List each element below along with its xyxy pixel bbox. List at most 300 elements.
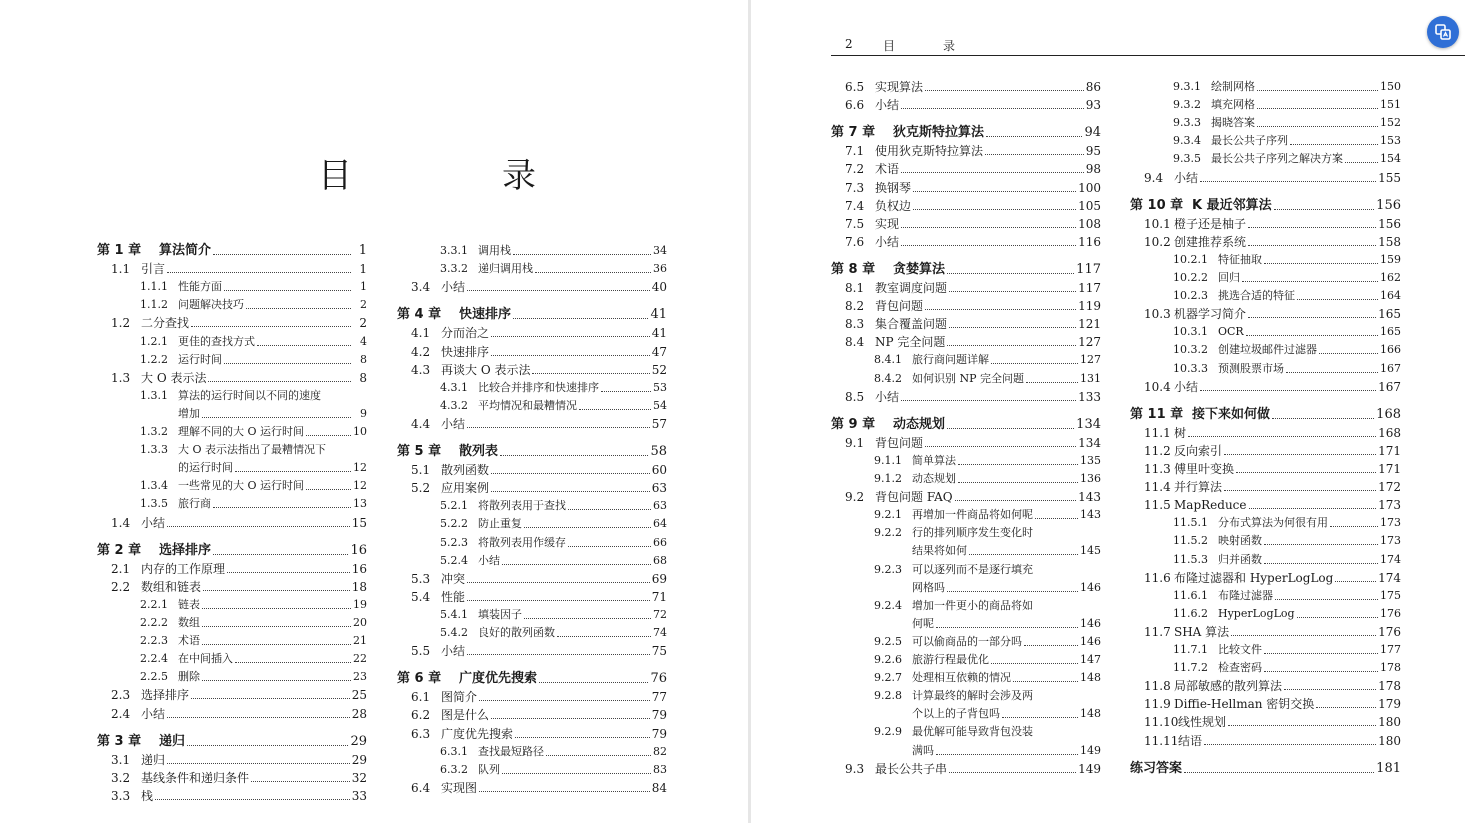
toc-entry[interactable] <box>397 759 667 777</box>
toc-page-number: 2 <box>360 298 367 312</box>
toc-entry[interactable] <box>831 432 1101 450</box>
toc-entry-number: 第 4 章 <box>397 307 442 323</box>
toc-leader-dots <box>491 336 650 337</box>
toc-page-number: 8 <box>360 352 367 366</box>
toc-entry-title: 实现算法 <box>875 80 924 94</box>
toc-entry[interactable] <box>97 684 367 702</box>
toc-chapter[interactable] <box>397 441 667 459</box>
toc-leader-dots <box>936 754 1078 755</box>
toc-entry[interactable] <box>397 395 667 413</box>
toc-leader-dots <box>502 773 651 774</box>
toc-entry-number: 9.3.5 <box>1173 152 1201 166</box>
toc-entry[interactable] <box>97 367 367 385</box>
toc-page-number: 171 <box>1378 443 1401 458</box>
toc-entry[interactable] <box>831 468 1101 486</box>
toc-entry-title: 链表 <box>178 597 200 611</box>
toc-entry[interactable] <box>1130 567 1401 585</box>
toc-leader-dots <box>524 618 651 619</box>
toc-entry[interactable] <box>831 231 1101 249</box>
toc-entry[interactable] <box>1130 549 1401 567</box>
toc-entry[interactable] <box>831 649 1101 667</box>
toc-entry[interactable] <box>831 94 1101 112</box>
toc-entry[interactable] <box>831 703 1101 721</box>
toc-entry-number: 6.4 <box>411 780 431 795</box>
toc-page-number: 15 <box>351 515 367 530</box>
toc-entry[interactable] <box>97 457 367 475</box>
toc-entry[interactable] <box>397 532 667 550</box>
toc-entry-title: OCR <box>1218 325 1244 339</box>
toc-leader-dots <box>167 526 350 527</box>
toc-entry[interactable] <box>97 294 367 312</box>
toc-leader-dots <box>167 717 350 718</box>
toc-leader-dots <box>1248 245 1376 246</box>
toc-page-number: 127 <box>1080 353 1101 367</box>
toc-chapter[interactable] <box>97 540 367 558</box>
toc-leader-dots <box>479 791 650 792</box>
toc-page-number: 165 <box>1380 325 1401 339</box>
toc-entry[interactable] <box>831 331 1101 349</box>
toc-page-number: 165 <box>1378 307 1401 322</box>
toc-entry[interactable] <box>831 540 1101 558</box>
toc-leader-dots <box>1286 372 1378 373</box>
toc-entry-title: 栈 <box>141 788 154 803</box>
toc-page-number: 20 <box>353 616 367 629</box>
toc-entry[interactable] <box>1130 167 1401 185</box>
toc-entry-title: 行的排列顺序发生变化时 <box>912 526 1033 540</box>
toc-entry-title: 布隆过滤器和 HyperLogLog <box>1174 570 1334 585</box>
toc-page-number: 171 <box>1378 462 1401 476</box>
toc-entry-number: 3.4 <box>411 280 431 295</box>
toc-leader-dots <box>969 554 1078 555</box>
toc-entry[interactable] <box>397 459 667 477</box>
toc-chapter[interactable] <box>1130 195 1401 213</box>
toc-leader-dots <box>601 391 651 392</box>
toc-entry-number: 1.2.1 <box>140 334 168 348</box>
toc-page-number: 1 <box>358 243 367 258</box>
toc-entry-number: 10.3 <box>1144 307 1171 322</box>
toc-page-number: 149 <box>1078 761 1101 776</box>
toc-chapter[interactable] <box>1130 758 1401 776</box>
toc-entry-number: 第 5 章 <box>397 444 442 459</box>
toc-leader-dots <box>1024 645 1078 646</box>
toc-entry[interactable] <box>1130 285 1401 303</box>
toc-entry-title: 简单算法 <box>912 453 956 467</box>
toc-entry[interactable] <box>97 276 367 294</box>
toc-leader-dots <box>515 737 650 738</box>
toc-page-number: 9 <box>360 406 367 420</box>
toc-leader-dots <box>949 291 1076 292</box>
toc-entry[interactable] <box>97 630 367 648</box>
toc-leader-dots <box>947 591 1078 592</box>
toc-entry[interactable] <box>831 595 1101 613</box>
toc-entry-title: 将散列表用作缓存 <box>478 535 566 549</box>
toc-entry-title: 网格吗 <box>912 580 945 594</box>
toc-entry[interactable] <box>97 648 367 666</box>
toc-page-number: 64 <box>653 517 667 531</box>
toc-entry-number: 11.5.2 <box>1173 534 1208 548</box>
toc-page-number: 164 <box>1380 289 1401 303</box>
toc-entry-number: 6.6 <box>845 98 865 113</box>
toc-entry[interactable] <box>397 341 667 359</box>
toc-entry[interactable] <box>397 240 667 258</box>
toc-entry[interactable] <box>831 76 1101 94</box>
toc-entry[interactable] <box>1130 711 1401 729</box>
toc-entry[interactable] <box>97 558 367 576</box>
toc-entry[interactable] <box>1130 148 1401 166</box>
toc-entry[interactable] <box>831 386 1101 404</box>
toc-leader-dots <box>202 644 351 645</box>
toc-page-number: 146 <box>1080 634 1101 648</box>
toc-entry[interactable] <box>1130 303 1401 321</box>
toc-entry-title: 小结 <box>875 98 900 113</box>
toc-leader-dots <box>524 527 651 528</box>
toc-page-number: 23 <box>353 670 367 684</box>
toc-entry-title: 反向索引 <box>1174 443 1223 458</box>
toc-entry-title: 大 O 表示法 <box>141 370 207 385</box>
toc-entry-number: 9.2.3 <box>874 562 902 576</box>
toc-leader-dots <box>1246 335 1378 336</box>
toc-entry[interactable] <box>97 594 367 612</box>
toc-entry[interactable] <box>831 177 1101 195</box>
toc-entry[interactable] <box>831 295 1101 313</box>
toc-entry[interactable] <box>397 495 667 513</box>
toc-page-number: 117 <box>1076 261 1101 277</box>
toc-chapter[interactable] <box>397 668 667 686</box>
translate-button[interactable] <box>1427 16 1459 48</box>
toc-leader-dots <box>1264 671 1378 672</box>
toc-leader-dots <box>491 473 650 474</box>
toc-entry[interactable] <box>1130 440 1401 458</box>
toc-entry[interactable] <box>1130 512 1401 530</box>
toc-entry-number: 11.6 <box>1144 570 1171 585</box>
toc-entry[interactable] <box>97 612 367 630</box>
toc-entry[interactable] <box>831 450 1101 468</box>
toc-leader-dots <box>1257 108 1378 109</box>
toc-entry[interactable] <box>1130 321 1401 339</box>
toc-page-number: 95 <box>1085 144 1101 159</box>
toc-entry[interactable] <box>831 504 1101 522</box>
toc-entry[interactable] <box>1130 693 1401 711</box>
toc-leader-dots <box>227 572 350 573</box>
toc-leader-dots <box>467 582 650 583</box>
toc-chapter[interactable] <box>397 304 667 322</box>
toc-leader-dots <box>1275 599 1378 600</box>
toc-entry-number: 1.1 <box>111 262 131 277</box>
toc-leader-dots <box>535 272 651 273</box>
toc-page-number: 134 <box>1078 435 1101 450</box>
toc-entry-number: 11.9 <box>1144 697 1171 712</box>
toc-entry-title: 练习答案 <box>1130 760 1183 776</box>
toc-entry[interactable] <box>1130 130 1401 148</box>
toc-entry[interactable] <box>97 385 367 403</box>
toc-entry-title: 动态规划 <box>912 472 956 485</box>
toc-entry-number: 11.10 <box>1144 715 1179 730</box>
toc-entry[interactable] <box>97 439 367 457</box>
toc-entry[interactable] <box>1130 494 1401 512</box>
toc-entry-title: 实现图 <box>441 780 478 795</box>
toc-entry[interactable] <box>97 312 367 330</box>
toc-chapter[interactable] <box>831 414 1101 432</box>
toc-entry[interactable] <box>831 313 1101 331</box>
toc-entry[interactable] <box>397 359 667 377</box>
toc-entry[interactable] <box>1130 376 1401 394</box>
toc-entry-number: 5.1 <box>411 463 431 478</box>
toc-page-number: 28 <box>351 706 367 721</box>
toc-leader-dots <box>1248 227 1376 228</box>
toc-entry[interactable] <box>1130 675 1401 693</box>
toc-leader-dots <box>985 154 1084 155</box>
toc-entry[interactable] <box>97 331 367 349</box>
toc-entry[interactable] <box>831 140 1101 158</box>
toc-page-number: 119 <box>1078 299 1101 314</box>
toc-entry-number: 6.5 <box>845 80 865 94</box>
toc-page-number: 168 <box>1378 425 1401 440</box>
toc-leader-dots <box>155 799 350 800</box>
toc-page-number: 177 <box>1380 643 1401 656</box>
toc-entry-number: 10.2.2 <box>1173 271 1208 284</box>
toc-entry[interactable] <box>831 721 1101 739</box>
toc-entry-number: 1.3 <box>111 370 131 385</box>
toc-entry[interactable] <box>397 550 667 568</box>
toc-entry-title: 比较文件 <box>1218 643 1262 656</box>
toc-entry[interactable] <box>97 493 367 511</box>
toc-leader-dots <box>202 680 351 681</box>
toc-entry[interactable] <box>397 777 667 795</box>
toc-entry[interactable] <box>97 703 367 721</box>
toc-entry[interactable] <box>97 666 367 684</box>
toc-entry[interactable] <box>831 740 1101 758</box>
toc-leader-dots <box>958 482 1078 483</box>
toc-entry[interactable] <box>97 403 367 421</box>
toc-entry-title: 调用栈 <box>478 244 511 257</box>
toc-entry[interactable] <box>1130 339 1401 357</box>
toc-entry-title: 分布式算法为何很有用 <box>1218 516 1328 530</box>
toc-entry-number: 1.1.2 <box>140 298 168 312</box>
toc-entry[interactable] <box>397 723 667 741</box>
toc-entry[interactable] <box>97 421 367 439</box>
toc-entry[interactable] <box>831 559 1101 577</box>
toc-page-number: 173 <box>1380 516 1401 530</box>
toc-entry-title: 最长公共子序列之解决方案 <box>1211 152 1343 166</box>
toc-entry-title: 递归 <box>141 752 166 767</box>
toc-entry[interactable] <box>1130 639 1401 657</box>
toc-entry[interactable] <box>831 213 1101 231</box>
toc-leader-dots <box>306 435 351 436</box>
toc-chapter[interactable] <box>97 240 367 258</box>
toc-leader-dots <box>213 554 348 555</box>
toc-entry[interactable] <box>831 277 1101 295</box>
toc-entry-title: 创建垃圾邮件过滤器 <box>1218 343 1317 357</box>
toc-leader-dots <box>257 345 351 346</box>
toc-entry-number: 9.2.9 <box>874 725 902 739</box>
toc-entry[interactable] <box>397 477 667 495</box>
toc-leader-dots <box>167 272 351 273</box>
toc-entry[interactable] <box>1130 476 1401 494</box>
toc-entry-number: 11.1 <box>1144 425 1171 440</box>
toc-entry[interactable] <box>831 486 1101 504</box>
toc-entry[interactable] <box>1130 603 1401 621</box>
toc-entry[interactable] <box>397 741 667 759</box>
toc-entry-number: 2.2.2 <box>140 616 168 629</box>
toc-entry[interactable] <box>397 276 667 294</box>
toc-entry-title: MapReduce <box>1174 498 1247 513</box>
toc-entry-title: 计算最终的解时会涉及两 <box>912 689 1033 703</box>
toc-entry[interactable] <box>1130 657 1401 675</box>
toc-entry[interactable] <box>831 158 1101 176</box>
toc-entry[interactable] <box>97 512 367 530</box>
toc-entry-number: 11.6.2 <box>1173 606 1208 620</box>
toc-entry-title: 数组和链表 <box>141 579 202 594</box>
toc-entry[interactable] <box>1130 249 1401 267</box>
toc-entry[interactable] <box>97 576 367 594</box>
toc-entry[interactable] <box>1130 585 1401 603</box>
toc-entry[interactable] <box>397 604 667 622</box>
toc-entry[interactable] <box>1130 231 1401 249</box>
toc-page-number: 159 <box>1380 252 1401 266</box>
toc-leader-dots <box>479 700 650 701</box>
toc-leader-dots <box>986 136 1082 137</box>
toc-page-number: 127 <box>1078 335 1101 350</box>
toc-entry-number: 9.2.8 <box>874 689 902 703</box>
toc-entry[interactable] <box>1130 621 1401 639</box>
toc-entry-title: 应用案例 <box>441 481 490 496</box>
toc-entry[interactable] <box>831 195 1101 213</box>
toc-entry[interactable] <box>1130 94 1401 112</box>
toc-entry[interactable] <box>831 631 1101 649</box>
toc-entry[interactable] <box>397 686 667 704</box>
toc-page-number: 16 <box>350 542 367 558</box>
toc-entry[interactable] <box>97 258 367 276</box>
toc-entry[interactable] <box>831 577 1101 595</box>
toc-entry[interactable] <box>97 767 367 785</box>
toc-page-number: 16 <box>351 561 367 576</box>
toc-leader-dots <box>1297 617 1378 618</box>
toc-entry[interactable] <box>397 704 667 722</box>
toc-entry[interactable] <box>397 568 667 586</box>
toc-entry[interactable] <box>831 613 1101 631</box>
toc-entry-number: 8.4 <box>845 335 865 350</box>
toc-entry[interactable] <box>397 413 667 431</box>
toc-entry-number: 7.5 <box>845 216 865 231</box>
toc-page-number: 180 <box>1378 715 1401 730</box>
toc-page-number: 53 <box>653 380 667 394</box>
toc-entry[interactable] <box>831 758 1101 776</box>
toc-entry-title: 一些常见的大 O 运行时间 <box>178 479 305 493</box>
toc-entry[interactable] <box>97 475 367 493</box>
toc-entry[interactable] <box>397 640 667 658</box>
toc-entry[interactable] <box>1130 422 1401 440</box>
toc-entry[interactable] <box>1130 112 1401 130</box>
toc-leader-dots <box>949 327 1076 328</box>
toc-leader-dots <box>1224 490 1376 491</box>
toc-leader-dots <box>958 464 1078 465</box>
toc-chapter[interactable] <box>97 731 367 749</box>
toc-entry-number: 8.4.1 <box>874 353 902 367</box>
toc-entry-title: 算法的运行时间以不同的速度 <box>178 388 321 402</box>
toc-entry-title: 填充网格 <box>1211 98 1255 112</box>
toc-entry[interactable] <box>397 513 667 531</box>
toc-chapter[interactable] <box>831 122 1101 140</box>
toc-entry[interactable] <box>97 349 367 367</box>
toc-entry-number: 6.3.2 <box>440 762 468 776</box>
toc-entry-number: 11.11 <box>1144 733 1179 748</box>
toc-entry-number: 11.7.2 <box>1173 661 1208 675</box>
toc-entry[interactable] <box>1130 267 1401 285</box>
toc-leader-dots <box>1242 281 1378 282</box>
toc-entry-title: 术语 <box>875 162 900 177</box>
toc-entry-number: 11.5 <box>1144 498 1171 513</box>
toc-entry-title: 防止重复 <box>478 517 522 531</box>
toc-entry[interactable] <box>1130 530 1401 548</box>
toc-leader-dots <box>213 507 351 508</box>
toc-entry-number: 11.2 <box>1144 443 1171 458</box>
toc-entry-number: 11.7.1 <box>1173 643 1208 656</box>
toc-entry-number: 2.3 <box>111 688 131 703</box>
toc-entry[interactable] <box>397 258 667 276</box>
toc-page-number: 135 <box>1080 453 1101 467</box>
toc-leader-dots <box>202 626 351 627</box>
toc-page-number: 82 <box>653 744 667 758</box>
toc-page-number: 76 <box>650 671 667 687</box>
toc-entry[interactable] <box>97 749 367 767</box>
toc-leader-dots <box>1200 390 1376 391</box>
toc-entry-title: 内存的工作原理 <box>141 561 226 576</box>
toc-entry-title: 冲突 <box>441 571 466 586</box>
toc-entry-title: 分而治之 <box>441 326 490 341</box>
toc-page-number: 33 <box>351 788 367 803</box>
toc-page-number: 174 <box>1378 570 1401 585</box>
toc-entry[interactable] <box>831 685 1101 703</box>
toc-entry[interactable] <box>831 667 1101 685</box>
toc-entry[interactable] <box>397 586 667 604</box>
toc-page-number: 156 <box>1376 197 1401 213</box>
toc-entry-title: SHA 算法 <box>1174 624 1230 639</box>
toc-page-number: 41 <box>650 307 667 323</box>
toc-entry[interactable] <box>397 377 667 395</box>
toc-page-number: 19 <box>353 597 367 611</box>
toc-entry-title: 运行时间 <box>178 352 222 366</box>
toc-entry-number: 第 7 章 <box>831 125 876 141</box>
toc-entry-title: 实现 <box>875 216 900 231</box>
toc-entry[interactable] <box>831 349 1101 367</box>
toc-chapter[interactable] <box>1130 404 1401 422</box>
toc-entry[interactable] <box>1130 213 1401 231</box>
toc-entry-number: 10.2 <box>1144 234 1171 249</box>
toc-entry[interactable] <box>397 322 667 340</box>
toc-entry[interactable] <box>397 622 667 640</box>
toc-entry[interactable] <box>1130 458 1401 476</box>
toc-page-number: 143 <box>1080 508 1101 522</box>
toc-leader-dots <box>306 489 351 490</box>
toc-entry-number: 第 9 章 <box>831 416 876 432</box>
toc-entry[interactable] <box>1130 76 1401 94</box>
toc-entry[interactable] <box>97 785 367 803</box>
toc-leader-dots <box>1231 635 1376 636</box>
toc-page-number: 54 <box>653 398 667 412</box>
toc-entry-title: 快速排序 <box>441 344 490 359</box>
toc-entry-title: 理解不同的大 O 运行时间 <box>178 425 305 438</box>
toc-entry-number: 8.5 <box>845 389 865 404</box>
toc-entry[interactable] <box>1130 730 1401 748</box>
toc-leader-dots <box>167 763 350 764</box>
toc-entry[interactable] <box>831 522 1101 540</box>
toc-entry[interactable] <box>1130 358 1401 376</box>
toc-entry-number: 第 11 章 <box>1130 406 1184 422</box>
toc-leader-dots <box>246 308 351 309</box>
toc-page-number: 41 <box>651 326 667 341</box>
toc-entry[interactable] <box>831 368 1101 386</box>
toc-chapter[interactable] <box>831 259 1101 277</box>
